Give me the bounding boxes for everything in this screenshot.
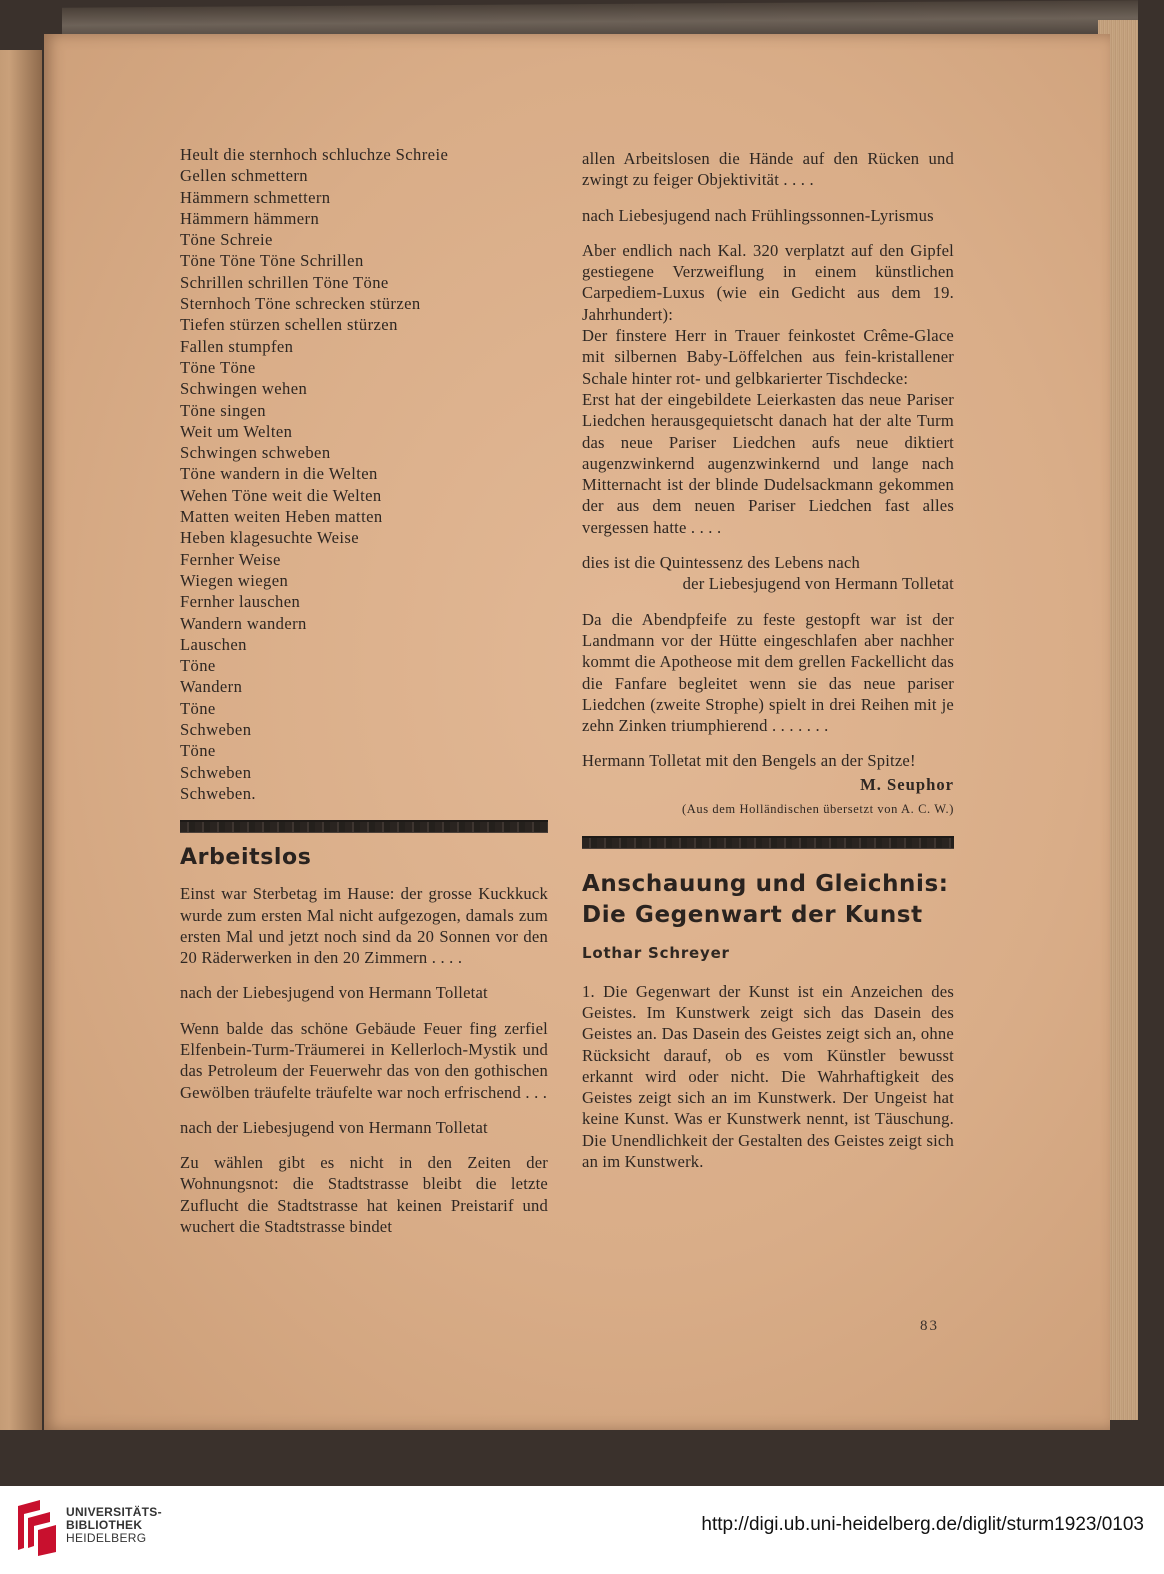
poem-line: Schwingen schweben bbox=[180, 443, 331, 463]
poem-line: Wandern wandern bbox=[180, 613, 307, 633]
poem-line: Gellen schmettern bbox=[180, 166, 308, 186]
section-divider bbox=[180, 820, 548, 833]
paragraph: Da die Abendpfeife zu feste gestopft war ist der Landmann vor der Hütte eingeschlafen aber nachher kommt die Apotheose mit dem grellen Fackellicht das die Fanfare begleitet wenn sie das neue pariser Liedchen (zweite Strophe) spielt in drei Reihen mit je zehn Zinken triumphierend . . . . . . . bbox=[582, 609, 954, 736]
poem-line: Töne Töne Töne Schrillen bbox=[180, 251, 364, 271]
left-page-edge bbox=[0, 50, 42, 1430]
poem bbox=[180, 144, 548, 804]
article-title bbox=[582, 869, 954, 931]
article-title-line: Die Gegenwart der Kunst bbox=[582, 902, 923, 929]
library-name-line: BIBLIOTHEK bbox=[66, 1518, 143, 1532]
refrain: nach der Liebesjugend von Hermann Tolletat bbox=[180, 983, 488, 1003]
paragraph: 1. Die Gegenwart der Kunst ist ein Anzeichen des Geistes. Im Kunstwerk zeigt sich das Dasein des Geistes an. Das Dasein des Geistes zeigt sich an, ohne Rücksicht darauf, ob es vom Künstler bewusst erkannt wird oder nicht. Die Wahrhaftigkeit des Geistes zeigt sich an im Kunstwerk. Der Ungeist hat keine Kunst. Was er Kunstwerk nennt, ist Täuschung. Die Unendlichkeit der Gestalten des Geistes zeigt sich an im Kunstwerk. bbox=[582, 981, 954, 1171]
poem-line: Schwingen wehen bbox=[180, 379, 308, 399]
paragraph: dies ist die Quintessenz des Lebens nach bbox=[582, 553, 861, 573]
paragraph: allen Arbeitslosen die Hände auf den Rücken und zwingt zu feiger Objektivität . . . . bbox=[582, 149, 954, 190]
signature: M. Seuphor bbox=[860, 774, 954, 794]
poem-line: Töne bbox=[180, 698, 216, 718]
poem-line: Schweben bbox=[180, 720, 252, 740]
footer-bar bbox=[0, 1486, 1164, 1574]
poem-line: Töne bbox=[180, 741, 216, 761]
translator-note: (Aus dem Holländischen übersetzt von A. C. W.) bbox=[681, 802, 954, 817]
poem-line: Fernher Weise bbox=[180, 549, 281, 569]
paragraph: Erst hat der eingebildete Leierkasten das neue Pariser Liedchen herausgequietscht danach hat der alte Turm das neue Pariser Liedchen aufs neue diktiert augenzwinkernd augenzwinkernd und lange nach Mitternacht ist der blinde Dudelsackmann gekommen der aus dem neuen Pariser Liedchen fast alles vergessen hatte . . . . bbox=[582, 389, 954, 537]
poem-line: Heben klagesuchte Weise bbox=[180, 528, 359, 548]
article-author: Lothar Schreyer bbox=[582, 944, 730, 963]
poem-line: Matten weiten Heben matten bbox=[180, 507, 383, 527]
refrain: nach der Liebesjugend von Hermann Tolletat bbox=[180, 1117, 488, 1137]
library-name-line: HEIDELBERG bbox=[66, 1531, 147, 1545]
poem-line: Schweben bbox=[180, 762, 252, 782]
poem-line: Töne singen bbox=[180, 400, 266, 420]
article-title: Arbeitslos bbox=[180, 845, 312, 871]
poem-line: Töne bbox=[180, 656, 216, 676]
library-name-line: UNIVERSITÄTS- bbox=[66, 1505, 162, 1519]
paragraph: der Liebesjugend von Hermann Tolletat bbox=[682, 574, 954, 594]
paragraph: Der finstere Herr in Trauer feinkostet Crême-Glace mit silbernen Baby-Löffelchen aus fein-kristallener Schale hinter rot- und gelbkarierter Tischdecke: bbox=[582, 326, 954, 388]
poem-line: Hämmern hämmern bbox=[180, 208, 320, 228]
poem-line: Weit um Welten bbox=[180, 421, 293, 441]
poem-line: Töne Schreie bbox=[180, 230, 273, 250]
poem-line: Töne Töne bbox=[180, 357, 256, 377]
paragraph: Wenn balde das schöne Gebäude Feuer fing zerfiel Elfenbein-Turm-Träumerei in Kellerloch-Mystik und das Petroleum der Feuerwehr das von den gothischen Gewölben träufelte träufelte war noch erfrischend . . . bbox=[180, 1018, 548, 1102]
paragraph: Hermann Tolletat mit den Bengels an der Spitze! bbox=[582, 751, 916, 771]
poem-line: Wiegen wiegen bbox=[180, 570, 289, 590]
paragraph: Aber endlich nach Kal. 320 verplatzt auf den Gipfel gestiegene Verzweiflung in einem künstlichen Carpediem-Luxus (wie ein Gedicht aus dem 19. Jahrhundert): bbox=[582, 240, 954, 324]
poem-line: Sternhoch Töne schrecken stürzen bbox=[180, 294, 421, 314]
poem-line: Wandern bbox=[180, 677, 243, 697]
poem-line: Töne wandern in die Welten bbox=[180, 464, 378, 484]
poem-line: Schrillen schrillen Töne Töne bbox=[180, 272, 389, 292]
poem-line: Tiefen stürzen schellen stürzen bbox=[180, 315, 398, 335]
library-name[interactable] bbox=[66, 1506, 162, 1545]
poem-line: Lauschen bbox=[180, 634, 247, 654]
right-column bbox=[582, 148, 954, 1172]
poem-line: Wehen Töne weit die Welten bbox=[180, 485, 382, 505]
paragraph: nach Liebesjugend nach Frühlingssonnen-Lyrismus bbox=[582, 205, 934, 225]
poem-line: Hämmern schmettern bbox=[180, 187, 331, 207]
paragraph: Zu wählen gibt es nicht in den Zeiten der Wohnungsnot: die Stadtstrasse bleibt die letzte Zuflucht die Stadtstrasse hat keinen Preistarif und wuchert die Stadtstrasse bindet bbox=[180, 1153, 548, 1237]
paragraph: Einst war Sterbetag im Hause: der grosse Kuckkuck wurde zum ersten Mal nicht aufgezogen, damals zum ersten Mal und jetzt noch sind da 20 Sonnen vor den 20 Räderwerken in den 20 Zimmern . . . . bbox=[180, 884, 548, 968]
section-divider bbox=[582, 836, 954, 849]
article-title-line: Anschauung und Gleichnis: bbox=[582, 871, 949, 898]
poem-line: Fallen stumpfen bbox=[180, 336, 294, 356]
library-logo-icon[interactable] bbox=[12, 1498, 58, 1558]
poem-line: Schweben. bbox=[180, 783, 256, 803]
poem-line: Fernher lauschen bbox=[180, 592, 301, 612]
page-number: 83 bbox=[920, 1318, 939, 1334]
source-url-link[interactable]: http://digi.ub.uni-heidelberg.de/diglit/sturm1923/0103 bbox=[701, 1514, 1144, 1535]
left-column bbox=[180, 144, 548, 1237]
poem-line: Heult die sternhoch schluchze Schreie bbox=[180, 145, 449, 164]
